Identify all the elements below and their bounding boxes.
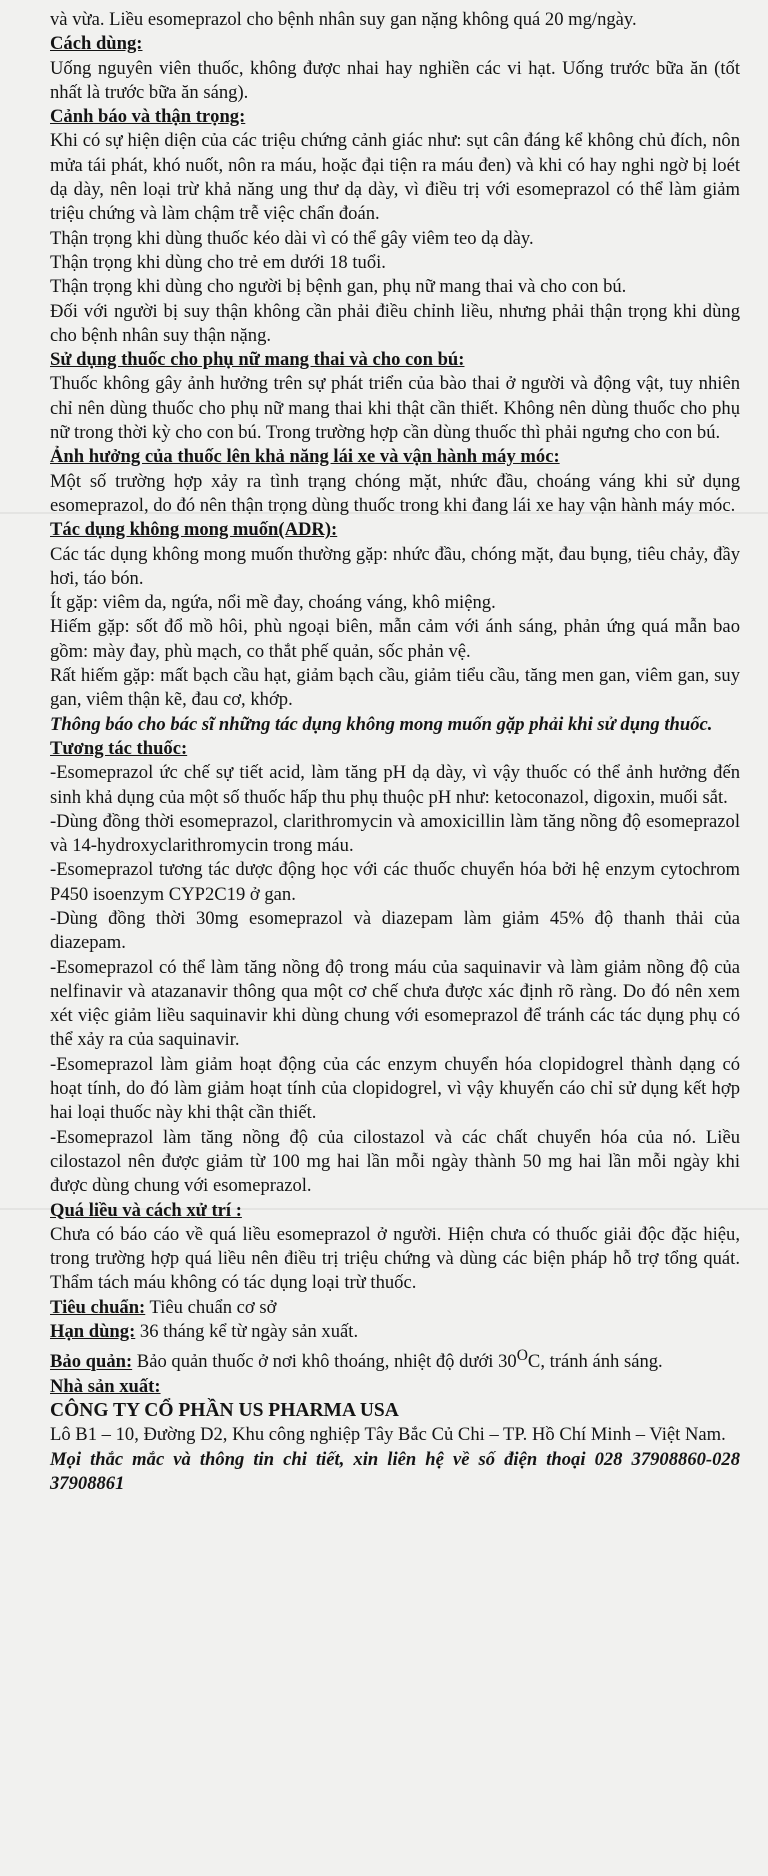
expiry-line (50, 1320, 740, 1344)
company-name: CÔNG TY CỔ PHẦN US PHARMA USA (50, 1400, 399, 1422)
contact-info: Mọi thắc mắc và thông tin chi tiết, xin liên hệ về số điện thoại 028 37908860-028 37908861 (50, 1448, 740, 1494)
storage-heading: Bảo quản: (50, 1351, 133, 1373)
standard-heading: Tiêu chuẩn: (50, 1296, 146, 1318)
warnings-paragraph: Đối với người bị suy thận không cần phải điều chỉnh liều, nhưng phải thận trọng khi dùng cho bệnh nhân suy thận nặng. (50, 300, 740, 346)
adr-paragraph: Rất hiếm gặp: mất bạch cầu hạt, giảm bạch cầu, giảm tiểu cầu, tăng men gan, viêm gan, suy gan, viêm thận kẽ, đau cơ, khớp. (50, 665, 740, 711)
standard-value: Tiêu chuẩn cơ sở (145, 1296, 277, 1318)
manufacturer-heading: Nhà sản xuất: (50, 1375, 161, 1397)
warnings-paragraph: Khi có sự hiện diện của các triệu chứng cảnh giác như: sụt cân đáng kể không chủ đích, nôn mửa tái phát, khó nuốt, nôn ra máu, hoặc đại tiện ra máu đen) và khi có hay nghi ngờ bị loét dạ dày, nên loại trừ khả năng ung thư dạ dày, vì điều trị với esomeprazol có thể làm giảm triệu chứng và làm chậm trễ việc chẩn đoán. (50, 130, 740, 225)
company-address: Lô B1 – 10, Đường D2, Khu công nghiệp Tây Bắc Củ Chi – TP. Hồ Chí Minh – Việt Nam. (50, 1424, 726, 1446)
adr-heading: Tác dụng không mong muốn(ADR): (50, 519, 338, 541)
overdose-heading: Quá liều và cách xử trí : (50, 1199, 242, 1221)
adr-paragraph: Ít gặp: viêm da, ngứa, nổi mề đay, choáng váng, khô miệng. (50, 592, 496, 614)
interaction-item: -Esomeprazol làm tăng nồng độ của cilostazol và các chất chuyển hóa của nó. Liều cilostazol nên được giảm từ 100 mg hai lần mỗi ngày thành 50 mg hai lần mỗi ngày khi được dùng chung với esomeprazol. (50, 1126, 740, 1197)
pregnancy-heading: Sử dụng thuốc cho phụ nữ mang thai và cho con bú: (50, 349, 465, 371)
adr-paragraph: Các tác dụng không mong muốn thường gặp: nhức đầu, chóng mặt, đau bụng, tiêu chảy, đầy hơi, táo bón. (50, 543, 740, 589)
interaction-item: -Dùng đồng thời 30mg esomeprazol và diazepam làm giảm 45% độ thanh thải của diazepam. (50, 907, 740, 954)
usage-text: Uống nguyên viên thuốc, không được nhai hay nghiền các vi hạt. Uống trước bữa ăn (tốt nhất là trước bữa ăn sáng). (50, 57, 740, 103)
storage-text-end: C, tránh ánh sáng. (527, 1351, 663, 1373)
storage-line (50, 1344, 740, 1374)
degree-superscript: O (516, 1347, 528, 1365)
warnings-paragraph: Thận trọng khi dùng cho trẻ em dưới 18 tuổi. (50, 251, 386, 273)
usage-heading: Cách dùng: (50, 33, 143, 55)
adr-report-note: Thông báo cho bác sĩ những tác dụng không mong muốn gặp phải khi sử dụng thuốc. (50, 713, 713, 735)
interaction-item: -Esomeprazol làm giảm hoạt động của các enzym chuyển hóa clopidogrel thành dạng có hoạt tính, do đó làm giảm hoạt tính của clopidogrel, vì vậy khuyến cáo chỉ sử dụng kết hợp hai loại thuốc này khi thật cần thiết. (50, 1053, 740, 1124)
overdose-text: Chưa có báo cáo về quá liều esomeprazol ở người. Hiện chưa có thuốc giải độc đặc hiệu, trong trường hợp quá liều nên điều trị triệu chứng và dùng các biện pháp hỗ trợ tổng quát. Thẩm tách máu không có tác dụng loại trừ thuốc. (50, 1223, 740, 1294)
interaction-item: -Esomeprazol tương tác dược động học với các thuốc chuyển hóa bởi hệ enzym cytochrom P450 isoenzym CYP2C19 ở gan. (50, 859, 740, 905)
warnings-paragraph: Thận trọng khi dùng cho người bị bệnh gan, phụ nữ mang thai và cho con bú. (50, 276, 627, 298)
interactions-heading: Tương tác thuốc: (50, 737, 188, 759)
leaflet-content (50, 8, 740, 1496)
adr-paragraph: Hiếm gặp: sốt đổ mồ hôi, phù ngoại biên, mẫn cảm với ánh sáng, phản ứng quá mẫn bao gồm: mày đay, phù mạch, co thắt phế quản, sốc phản vệ. (50, 616, 740, 662)
expiry-heading: Hạn dùng: (50, 1321, 136, 1343)
pregnancy-text: Thuốc không gây ảnh hưởng trên sự phát triển của bào thai ở người và động vật, tuy nhiên chỉ nên dùng thuốc cho phụ nữ mang thai khi thật cần thiết. Không nên dùng thuốc cho phụ nữ trong thời kỳ cho con bú. Trong trường hợp cần dùng thuốc thì phải ngưng cho con bú. (50, 373, 740, 444)
driving-heading: Ảnh hưởng của thuốc lên khả năng lái xe và vận hành máy móc: (50, 446, 560, 468)
interaction-item: -Esomeprazol ức chế sự tiết acid, làm tăng pH dạ dày, vì vậy thuốc có thể ảnh hưởng đến sinh khả dụng của một số thuốc hấp thu phụ thuộc pH như: ketoconazol, digoxin, muối sắt. (50, 762, 740, 808)
driving-text: Một số trường hợp xảy ra tình trạng chóng mặt, nhức đầu, choáng váng khi sử dụng esomeprazol, do đó nên thận trọng dùng thuốc trong khi đang lái xe hay vận hành máy móc. (50, 470, 740, 516)
interaction-item: -Dùng đồng thời esomeprazol, clarithromycin và amoxicillin làm tăng nồng độ esomeprazol và 14-hydroxyclarithromycin trong máu. (50, 810, 740, 857)
interaction-item: -Esomeprazol có thể làm tăng nồng độ trong máu của saquinavir và làm giảm nồng độ của nelfinavir và atazanavir thông qua một cơ chế chưa được xác định rõ ràng. Do đó nên xem xét việc giảm liều saquinavir khi dùng chung với esomeprazol để tránh các tác dụng phụ có thể xảy ra của saquinavir. (50, 956, 740, 1051)
standard-line (50, 1296, 740, 1320)
warnings-heading: Cảnh báo và thận trọng: (50, 106, 246, 128)
dosage-continuation: và vừa. Liều esomeprazol cho bệnh nhân suy gan nặng không quá 20 mg/ngày. (50, 9, 637, 30)
storage-text: Bảo quản thuốc ở nơi khô thoáng, nhiệt độ dưới 30 (132, 1351, 517, 1373)
expiry-value: 36 tháng kể từ ngày sản xuất. (135, 1321, 359, 1343)
warnings-paragraph: Thận trọng khi dùng thuốc kéo dài vì có thể gây viêm teo dạ dày. (50, 227, 534, 249)
